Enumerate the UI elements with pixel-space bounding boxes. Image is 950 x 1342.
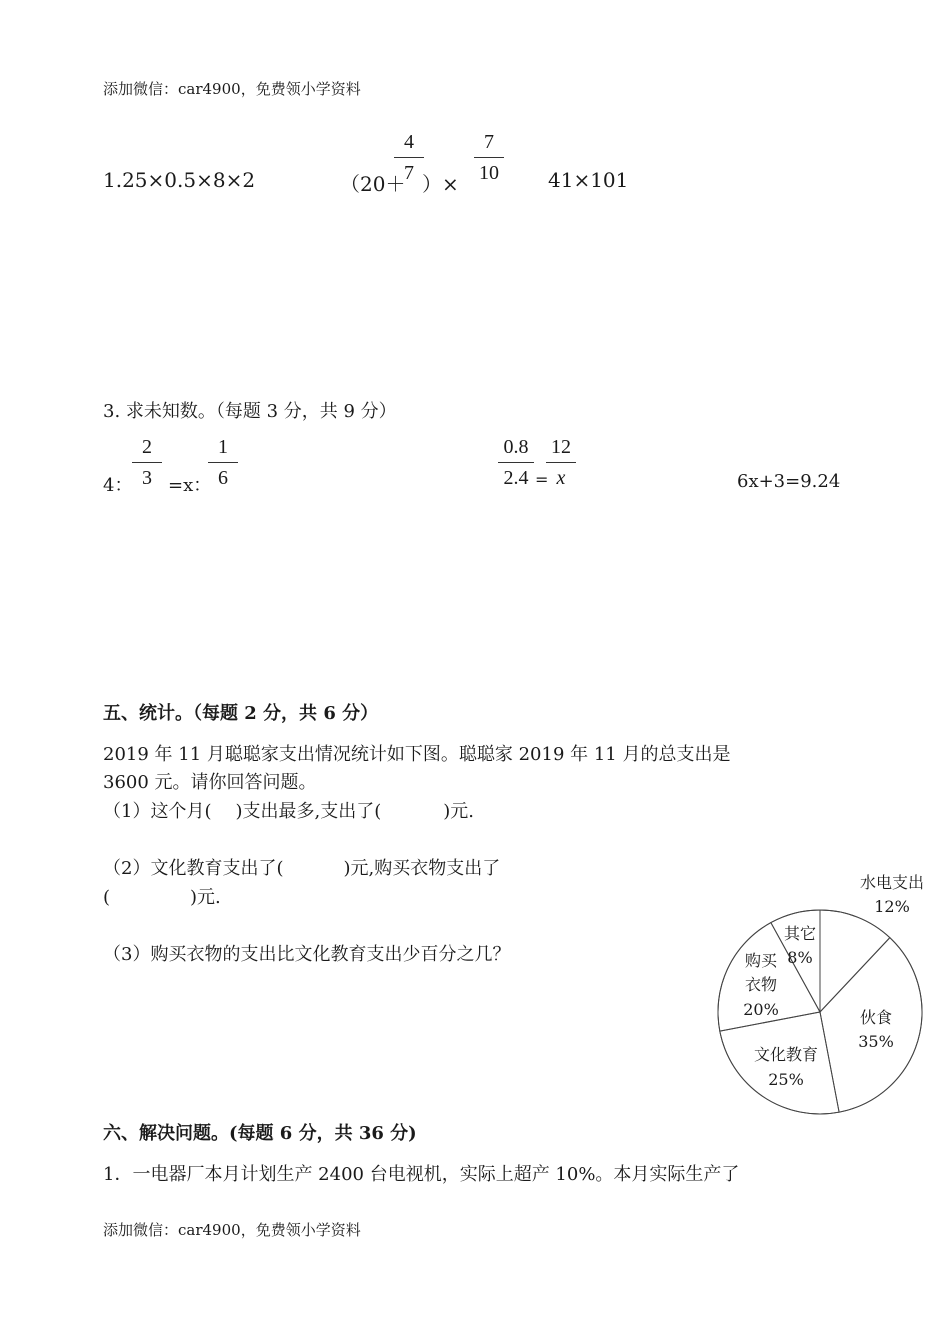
- fraction-bar: [546, 462, 576, 463]
- question-2-part-b: )元,购买衣物支出了: [343, 858, 501, 879]
- problems-heading: 六、解决问题。(每题 6 分，共 36 分): [103, 1123, 417, 1144]
- calc-expression-2-open: （20＋: [340, 172, 406, 196]
- fraction-numerator: 4: [404, 131, 414, 153]
- calc-expression-2-close: ）×: [422, 172, 459, 196]
- fraction-bar: [394, 157, 424, 158]
- question-1-part-b: )支出最多,支出了(: [235, 801, 382, 822]
- calc-expression-3: 41×101: [548, 168, 629, 192]
- pie-label-clothes-name-1: 购买: [744, 951, 778, 970]
- fraction-denominator: x: [556, 467, 566, 489]
- calc-expression-1: 1.25×0.5×8×2: [103, 168, 256, 192]
- pie-label-utilities-value: 12%: [874, 897, 910, 916]
- question-2-line-2: [103, 883, 221, 909]
- fraction-bar: [498, 462, 534, 463]
- question-3: （3）购买衣物的支出比文化教育支出少百分之几？: [103, 944, 511, 965]
- fraction-numerator: 7: [484, 131, 494, 153]
- question-2-part-c: (: [103, 887, 111, 908]
- expense-pie-chart: [700, 860, 940, 1125]
- fraction-numerator: 0.8: [503, 436, 529, 458]
- pie-label-other-name: 其它: [783, 924, 817, 943]
- problem-1: 1．一电器厂本月计划生产 2400 台电视机，实际上超产 10%。本月实际生产了: [103, 1164, 740, 1185]
- footer-note: 添加微信：car4900，免费领小学资料: [103, 1221, 361, 1239]
- fraction-bar: [132, 462, 162, 463]
- solve-heading: 3. 求未知数。（每题 3 分，共 9 分）: [103, 401, 397, 422]
- pie-label-other-value: 8%: [787, 948, 813, 967]
- fraction-numerator: 2: [142, 436, 152, 458]
- pie-label-clothes-name-2: 衣物: [744, 975, 778, 994]
- equation-1-fraction-2-3: [132, 435, 162, 490]
- pie-label-education-value: 25%: [768, 1070, 804, 1089]
- equation-1-middle: =x：: [168, 475, 212, 496]
- question-2-line-1: [103, 854, 500, 880]
- stats-intro-line-2: 3600 元。请你回答问题。: [103, 772, 317, 793]
- equation-2-equals: =: [535, 470, 549, 489]
- fraction-denominator: 2.4: [503, 467, 529, 489]
- pie-label-education-name: 文化教育: [753, 1045, 819, 1064]
- equation-1-prefix: 4：: [103, 475, 133, 496]
- pie-label-food-value: 35%: [858, 1032, 894, 1051]
- calc-fraction-7-10: [474, 130, 504, 185]
- pie-label-utilities-name: 水电支出: [859, 873, 925, 892]
- stats-heading: 五、统计。（每题 2 分，共 6 分）: [103, 703, 379, 724]
- header-note: 添加微信：car4900，免费领小学资料: [103, 80, 361, 98]
- fraction-bar: [208, 462, 238, 463]
- fraction-denominator: 7: [404, 162, 414, 184]
- fraction-numerator: 1: [218, 436, 228, 458]
- question-2-part-d: )元.: [190, 887, 221, 908]
- fraction-numerator: 12: [551, 436, 571, 458]
- question-1: [103, 797, 474, 823]
- equation-3: 6x+3=9.24: [737, 471, 841, 492]
- equation-1-fraction-1-6: [208, 435, 238, 490]
- stats-intro-line-1: 2019 年 11 月聪聪家支出情况统计如下图。聪聪家 2019 年 11 月的总支出是: [103, 744, 731, 765]
- question-1-part-a: （1）这个月(: [103, 801, 212, 822]
- equation-2-right-fraction: [546, 435, 576, 490]
- fraction-denominator: 3: [142, 467, 152, 489]
- question-1-part-c: )元.: [443, 801, 475, 822]
- pie-label-food-name: 伙食: [859, 1008, 893, 1027]
- fraction-bar: [474, 157, 504, 158]
- equation-2-left-fraction: [498, 435, 534, 490]
- question-2-part-a: （2）文化教育支出了(: [103, 858, 284, 879]
- pie-label-clothes-value: 20%: [743, 1000, 779, 1019]
- fraction-denominator: 10: [479, 162, 499, 184]
- fraction-denominator: 6: [218, 467, 228, 489]
- calc-fraction-4-7: [394, 130, 424, 185]
